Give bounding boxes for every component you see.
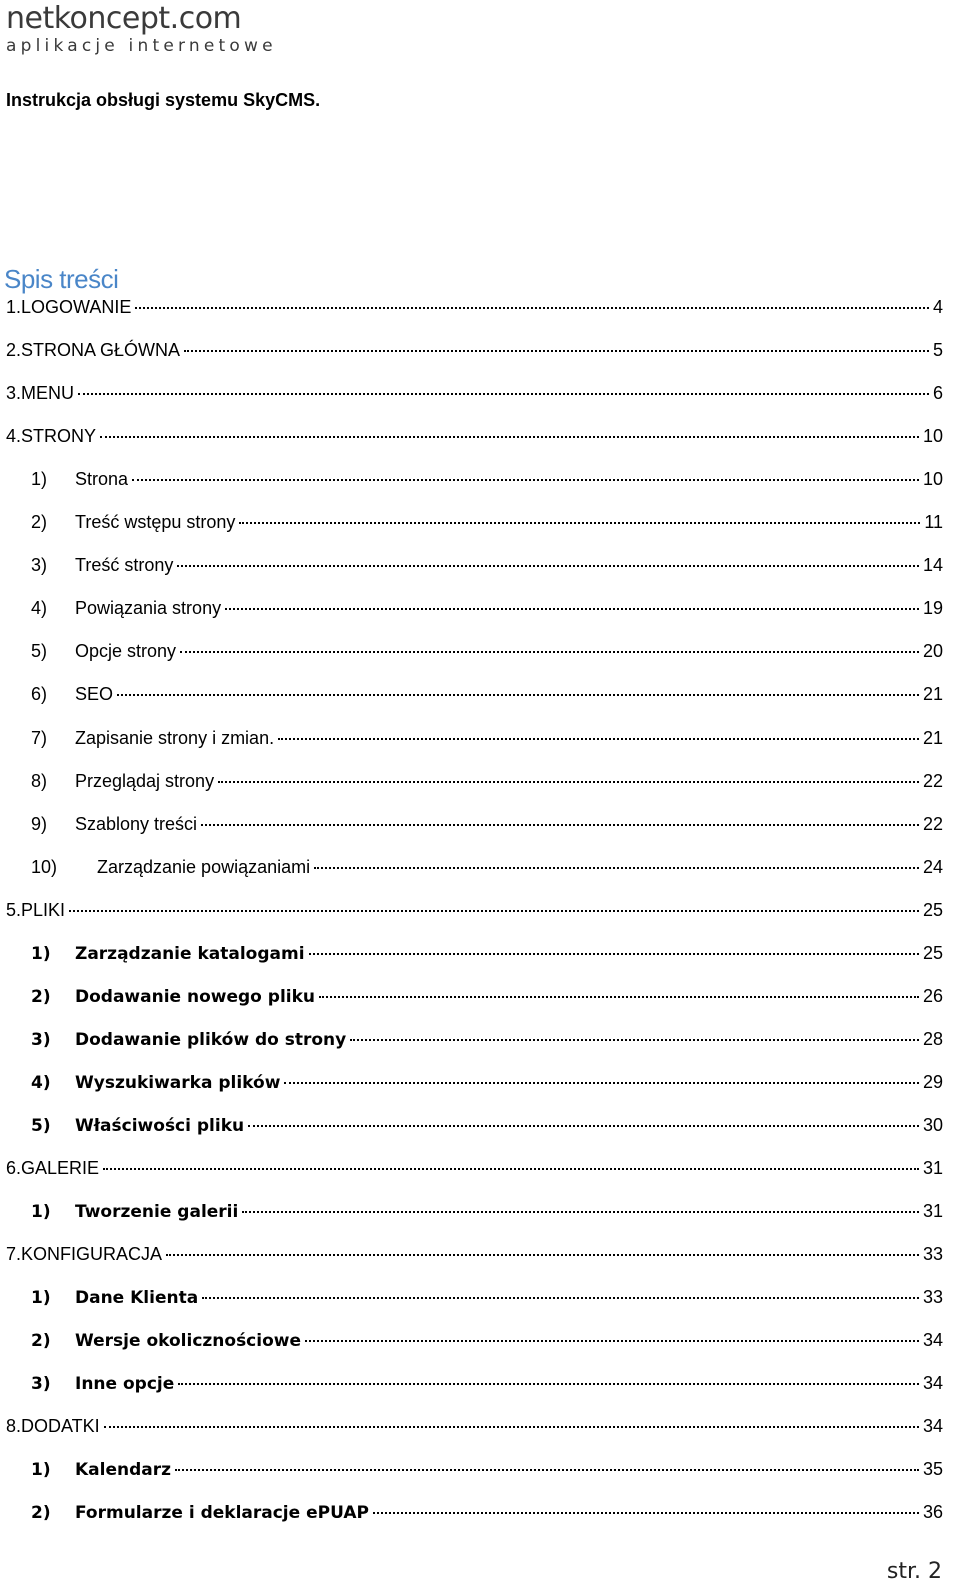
toc-entry-number: 9) (31, 813, 48, 834)
toc-entry-title: STRONA GŁÓWNA (21, 340, 181, 361)
toc-entry-number: 3) (31, 1374, 51, 1395)
toc-entry-label (0, 1374, 174, 1394)
toc-entry-page: 22 (922, 770, 943, 791)
toc-entry-number: 4) (31, 1072, 51, 1093)
toc-entry-number: 3. (6, 383, 22, 404)
toc-entry-page: 22 (922, 813, 943, 834)
toc-entry-label (0, 1158, 99, 1179)
toc-entry-page: 30 (922, 1114, 943, 1135)
toc-entry-number: 1) (31, 469, 48, 490)
toc-entry-number: 1) (31, 943, 51, 964)
dot-leader (178, 1383, 919, 1385)
toc-entry-number: 4) (31, 598, 48, 619)
toc-entry[interactable] (0, 900, 960, 928)
toc-entry[interactable] (0, 383, 960, 411)
toc-entry-label (0, 1503, 369, 1523)
toc-entry-label (0, 771, 214, 792)
dot-leader (104, 1426, 919, 1428)
toc-entry-label (0, 684, 113, 705)
dot-leader (117, 694, 919, 696)
toc-entry-title: Opcje strony (75, 641, 177, 662)
toc-entry[interactable] (0, 857, 960, 885)
toc-entry-number: 3) (31, 555, 48, 576)
toc-entry[interactable] (0, 641, 960, 669)
dot-leader (218, 781, 919, 783)
toc-entry-title: Powiązania strony (75, 598, 222, 619)
toc-entry-title: SEO (75, 684, 114, 705)
dot-leader (175, 1469, 919, 1471)
toc-entry-page: 34 (922, 1373, 943, 1394)
toc-entry-number: 8) (31, 770, 48, 791)
toc-entry[interactable] (0, 1072, 960, 1100)
toc-entry-number: 2. (6, 340, 22, 361)
toc-entry-page: 5 (932, 340, 943, 361)
toc-entry[interactable] (0, 986, 960, 1014)
toc-entry[interactable] (0, 1029, 960, 1057)
dot-leader (350, 1039, 919, 1041)
toc-entry-title: Właściwości pliku (75, 1115, 245, 1136)
toc-entry-page: 10 (922, 426, 943, 447)
toc-entry-title: PLIKI (21, 899, 66, 920)
toc-entry-label (0, 987, 315, 1007)
dot-leader (278, 738, 919, 740)
toc-entry-title: STRONY (21, 426, 97, 447)
toc-entry-label (0, 383, 74, 404)
toc-entry-number: 2) (31, 1503, 51, 1524)
toc-entry-page: 10 (922, 469, 943, 490)
toc-entry-title: Formularze i deklaracje ePUAP (75, 1503, 369, 1524)
toc-entry[interactable] (0, 598, 960, 626)
toc-entry-page: 36 (922, 1502, 943, 1523)
toc-entry-title: Inne opcje (75, 1374, 175, 1395)
toc-entry-page: 33 (922, 1287, 943, 1308)
toc-entry-label (0, 1073, 280, 1093)
toc-entry[interactable] (0, 1201, 960, 1229)
toc-entry[interactable] (0, 728, 960, 756)
toc-entry-page: 11 (924, 512, 943, 533)
toc-entry-page: 21 (922, 684, 943, 705)
toc-entry-title: Dodawanie nowego pliku (75, 986, 316, 1007)
toc-entry[interactable] (0, 1502, 960, 1530)
dot-leader (373, 1512, 919, 1514)
toc-entry[interactable] (0, 1373, 960, 1401)
toc-entry-label (0, 1460, 171, 1480)
toc-entry-page: 29 (922, 1071, 943, 1092)
company-logo (6, 2, 277, 56)
toc-entry-number: 1. (6, 297, 22, 317)
toc-entry-page: 26 (922, 985, 943, 1006)
toc-entry-title: LOGOWANIE (21, 297, 132, 317)
toc-entry-label (0, 814, 197, 835)
toc-entry-page: 14 (922, 555, 943, 576)
toc-entry[interactable] (0, 555, 960, 583)
logo-tagline: aplikacje internetowe (6, 36, 277, 56)
toc-entry[interactable] (0, 1330, 960, 1358)
toc-entry-page: 31 (922, 1201, 943, 1222)
toc-entry-page: 35 (922, 1459, 943, 1480)
toc-entry-label (0, 469, 128, 490)
toc-entry-page: 19 (922, 598, 943, 619)
toc-entry-title: Wyszukiwarka plików (75, 1072, 281, 1093)
toc-entry[interactable] (0, 814, 960, 842)
toc-entry-label (0, 1202, 238, 1222)
toc-entry-title: Szablony treści (75, 813, 198, 834)
dot-leader (284, 1082, 919, 1084)
toc-entry[interactable] (0, 426, 960, 454)
toc-entry-number: 2) (31, 1331, 51, 1352)
toc-entry-number: 5) (31, 1115, 51, 1136)
toc-entry-label (0, 512, 235, 533)
toc-entry[interactable] (0, 1158, 960, 1186)
dot-leader (202, 1297, 919, 1299)
toc-entry-page: 21 (922, 727, 943, 748)
toc-entry-title: Wersje okolicznościowe (75, 1331, 302, 1352)
toc-entry-label (0, 1116, 244, 1136)
toc-entry-page: 33 (922, 1244, 943, 1265)
document-title: Instrukcja obsługi systemu SkyCMS. (6, 90, 321, 110)
toc-entry-label (0, 426, 96, 447)
toc-entry-title: Dodawanie plików do strony (75, 1029, 347, 1050)
page-number: str. 2 (886, 1559, 942, 1584)
toc-entry[interactable] (0, 512, 960, 540)
dot-leader (309, 953, 919, 955)
dot-leader (103, 1168, 919, 1170)
toc-entry[interactable] (0, 771, 960, 799)
toc-entry-label (0, 728, 274, 749)
toc-entry-page: 6 (932, 383, 943, 404)
toc-entry-page: 31 (922, 1158, 943, 1178)
toc-entry-title: KONFIGURACJA (21, 1244, 163, 1265)
toc-entry-label (0, 1288, 198, 1308)
toc-entry-title: Strona (75, 469, 129, 490)
toc-entry-label (0, 555, 173, 576)
toc-entry-page: 34 (922, 1330, 943, 1351)
toc-entry-page: 20 (922, 641, 943, 662)
dot-leader (314, 867, 919, 869)
toc-entry[interactable] (0, 469, 960, 497)
toc-entry-page: 25 (922, 942, 943, 963)
toc-entry-number: 6. (6, 1158, 22, 1178)
toc-entry-title: Tworzenie galerii (75, 1202, 239, 1223)
toc-entry-title: DODATKI (21, 1416, 100, 1437)
dot-leader (201, 824, 919, 826)
toc-entry-number: 1) (31, 1202, 51, 1223)
toc-entry[interactable] (0, 340, 960, 368)
toc-entry-label (0, 944, 305, 964)
toc-entry-number: 10) (31, 856, 58, 877)
toc-entry-number: 1) (31, 1288, 51, 1309)
toc-heading: Spis treści (4, 264, 119, 294)
toc-entry[interactable] (0, 297, 960, 325)
dot-leader (184, 350, 929, 352)
dot-leader (177, 565, 919, 567)
dot-leader (180, 651, 919, 653)
toc-entry-number: 3) (31, 1029, 51, 1050)
dot-leader (166, 1254, 919, 1256)
toc-entry-label (0, 857, 310, 878)
toc-entry-label (0, 641, 176, 662)
toc-entry-title: Zarządzanie powiązaniami (97, 856, 311, 877)
toc-entry[interactable] (0, 1115, 960, 1143)
toc-entry-number: 7) (31, 727, 48, 748)
dot-leader (135, 307, 929, 309)
toc-entry-page: 25 (922, 899, 943, 920)
dot-leader (319, 996, 919, 998)
toc-entry-label (0, 1244, 162, 1265)
toc-entry-label (0, 340, 180, 361)
toc-entry[interactable] (0, 684, 960, 712)
toc-entry-number: 8. (6, 1416, 22, 1437)
dot-leader (78, 393, 929, 395)
toc-entry-number: 2) (31, 986, 51, 1007)
toc-entry-title: Zapisanie strony i zmian. (75, 727, 275, 748)
toc-entry-title: Dane Klienta (75, 1288, 199, 1309)
toc-entry-label (0, 900, 65, 921)
toc-entry-page: 34 (922, 1416, 943, 1437)
toc-entry-label (0, 297, 131, 318)
toc-entry-title: Kalendarz (75, 1460, 172, 1481)
dot-leader (305, 1340, 919, 1342)
toc-entry-number: 1) (31, 1460, 51, 1481)
toc-entry-title: Treść strony (75, 555, 174, 576)
toc-entry-label (0, 1030, 346, 1050)
toc-entry-number: 5. (6, 899, 22, 920)
toc-entry-title: Przeglądaj strony (75, 770, 215, 791)
toc-entry-label (0, 1331, 301, 1351)
toc-entry-page: 28 (922, 1028, 943, 1049)
toc-entry-title: Zarządzanie katalogami (75, 943, 305, 964)
dot-leader (100, 436, 919, 438)
toc-entry[interactable] (0, 943, 960, 971)
toc-entry-number: 2) (31, 512, 48, 533)
toc-entry-title: Treść wstępu strony (75, 512, 236, 533)
dot-leader (132, 479, 919, 481)
dot-leader (225, 608, 919, 610)
toc-entry-label (0, 598, 221, 619)
toc-entry[interactable] (0, 1459, 960, 1487)
toc-entry-number: 4. (6, 426, 22, 447)
toc-entry-number: 6) (31, 684, 48, 705)
toc-entry-title: GALERIE (21, 1158, 100, 1178)
toc-entry-number: 7. (6, 1244, 22, 1265)
toc-entry[interactable] (0, 1287, 960, 1315)
toc-entry-page: 4 (932, 297, 943, 317)
dot-leader (248, 1125, 919, 1127)
toc-entry-label (0, 1416, 100, 1437)
toc-entry[interactable] (0, 1416, 960, 1444)
toc-entry-title: MENU (21, 383, 75, 404)
dot-leader (239, 522, 920, 524)
toc-entry[interactable] (0, 1244, 960, 1272)
logo-name: netkoncept.com (6, 1, 242, 36)
dot-leader (69, 910, 919, 912)
toc-entry-number: 5) (31, 641, 48, 662)
toc-entry-page: 24 (922, 856, 943, 877)
dot-leader (242, 1211, 919, 1213)
